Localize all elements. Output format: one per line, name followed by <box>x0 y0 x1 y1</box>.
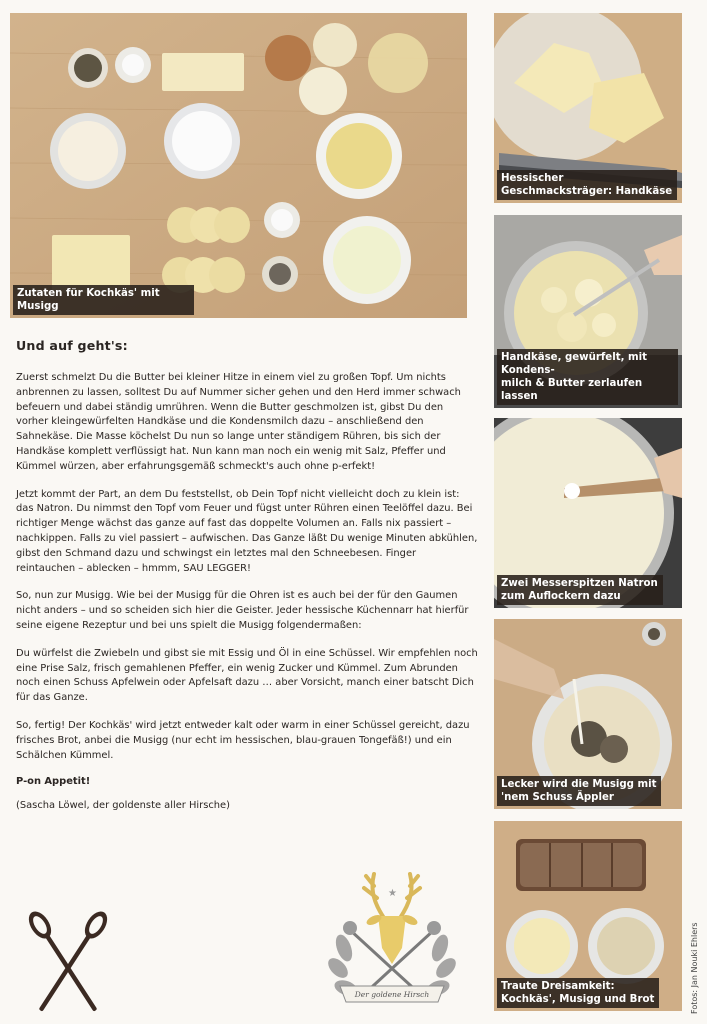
article-author: (Sascha Löwel, der goldenste aller Hirsche) <box>16 800 230 812</box>
handkaese-photo <box>494 13 682 203</box>
logo-script: Der goldene Hirsch <box>354 990 430 999</box>
article-paragraph: So, nun zur Musigg. Wie bei der Musigg für die Ohren ist es auch bei der für den Gaumen nicht anders – und so scheiden sich hier die Geister. Jeder hessische Küchennarr hat hierfür seine eigene Rezeptur und bei uns spielt die Musigg folgendermaßen: <box>16 590 469 631</box>
article-paragraph: So, fertig! Der Kochkäs' wird jetzt entweder kalt oder warm in einer Schüssel gereicht, dazu frisches Brot, anbei die Musigg (nur echt im hessischen, blau-grauen Tongefäß!) und ein Schälchen Kümmel. <box>16 719 470 761</box>
article-paragraph: Zuerst schmelzt Du die Butter bei kleiner Hitze in einem viel zu großen Topf. Um nichts anbrennen zu lassen, solltest Du auf Nummer sicher gehen und den Herd immer schwach befeuern und dabei ständig umrühren. Wenn die Butter geschmolzen ist, gibst Du den vorher kleingewürfelten Handkäse und die Kondensmilch dazu – anschließend den Sahnekäse. Die Masse köchelst Du nun so lange unter ständigem Rühren, bis sich der Handkäse komplett verflüssigt hat. Nun kann man noch ein wenig mit Salz, Pfeffer und Kümmel würzen, aber erfahrungsgemäß schmeckt's auch ohne p-erfekt! <box>16 372 461 472</box>
melting-caption: Handkäse, gewürfelt, mit Kondens- milch & Butter zerlaufen lassen <box>497 349 678 405</box>
ingredients-illustration <box>10 13 467 318</box>
svg-text:★: ★ <box>388 888 397 899</box>
melting-photo <box>494 215 682 408</box>
ingredients-photo <box>10 13 467 318</box>
article-signoff: P-on Appetit! <box>16 776 91 788</box>
serving-caption: Traute Dreisamkeit: Kochkäs', Musigg und Brot <box>497 978 659 1008</box>
natron-photo <box>494 418 682 608</box>
ingredients-caption: Zutaten für Kochkäs' mit Musigg <box>13 285 194 315</box>
article-headline: Und auf geht's: <box>16 338 128 353</box>
handkaese-caption: Hessischer Geschmacksträger: Handkäse <box>497 170 677 200</box>
serving-photo <box>494 821 682 1011</box>
natron-caption: Zwei Messerspitzen Natron zum Auflockern dazu <box>497 575 663 605</box>
musigg-caption: Lecker wird die Musigg mit 'nem Schuss Äppler <box>497 776 661 806</box>
article <box>16 338 478 811</box>
crossed-spoons-icon <box>18 905 118 1015</box>
article-paragraph: Jetzt kommt der Part, an dem Du feststellst, ob Dein Topf nicht vielleicht doch zu klein ist: das Natron. Du nimmst den Topf vom Feuer und fügst unter Rühren einen Teelöffel dazu. Bei richtiger Menge wächst das ganze auf fast das doppelte Volumen an. Falls nix passiert – nachkippen. Falls zu viel passiert – aufwischen. Das Ganze läßt Du wenige Minuten abkühlen, gibst den Schmand dazu und schwingst ein letztes mal den Schneebesen. Finger reintauchen – ablecken – hmmm, SAU LEGGER! <box>16 488 478 574</box>
golden-stag-logo <box>322 868 462 1016</box>
article-paragraph: Du würfelst die Zwiebeln und gibst sie mit Essig und Öl in eine Schüssel. Wir empfehlen noch eine Prise Salz, frisch gemahlenen Pfeffer, ein wenig Zucker und Kümmel. Zum Abrunden noch einen Schuss Apfelwein oder Apfelsaft dazu … aber Vorsicht, manch einer batscht Dich für das Ganze. <box>16 647 478 704</box>
photo-credit: Fotos: Jan Nouki Ehlers <box>690 922 699 1014</box>
musigg-photo <box>494 619 682 809</box>
